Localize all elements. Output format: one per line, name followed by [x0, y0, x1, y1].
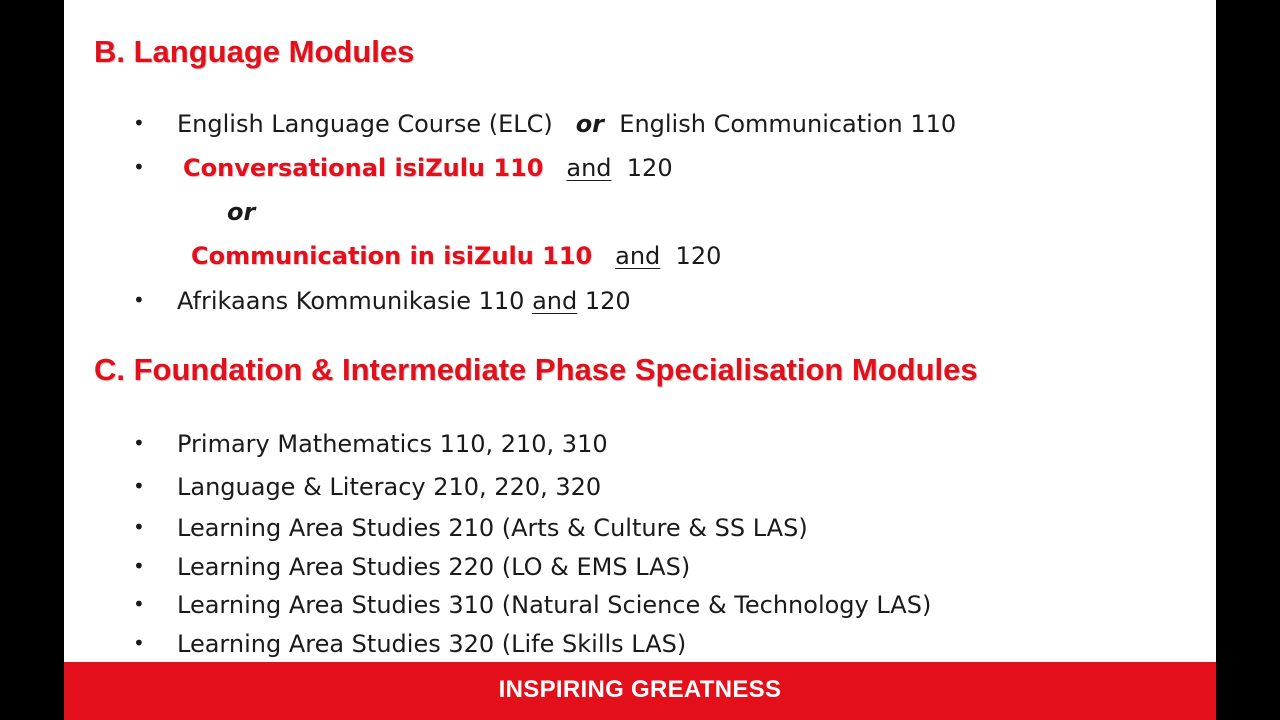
and-connector: and: [566, 154, 612, 182]
bullet-icon: •: [133, 111, 145, 135]
bullet-icon: •: [133, 288, 145, 312]
or-separator: or: [227, 198, 256, 226]
english-comm-text: English Communication 110: [619, 110, 957, 138]
course-number: 120: [675, 242, 722, 270]
section-c-heading: C. Foundation & Intermediate Phase Specialisation Modules: [94, 352, 978, 387]
footer-banner: [64, 662, 1216, 720]
list-item-las-310: Learning Area Studies 310 (Natural Science & Technology LAS): [177, 591, 932, 619]
bullet-icon: •: [133, 474, 145, 498]
section-b-heading: B. Language Modules: [94, 34, 415, 69]
list-item-elc: [177, 109, 956, 139]
list-item-communication-isizulu: [191, 241, 721, 271]
list-item-primary-mathematics: Primary Mathematics 110, 210, 310: [177, 430, 608, 458]
list-item-las-220: Learning Area Studies 220 (LO & EMS LAS): [177, 553, 691, 581]
list-item-afrikaans: [177, 286, 631, 316]
conversational-isizulu-text: Conversational isiZulu 110: [183, 154, 544, 182]
list-item-las-210: Learning Area Studies 210 (Arts & Culture & SS LAS): [177, 514, 808, 542]
course-number: 120: [584, 287, 631, 315]
bullet-icon: •: [133, 592, 145, 616]
bullet-icon: •: [133, 554, 145, 578]
bullet-icon: •: [133, 431, 145, 455]
slide: [64, 0, 1216, 720]
bullet-icon: •: [133, 631, 145, 655]
course-number: 120: [626, 154, 673, 182]
footer-slogan: INSPIRING GREATNESS: [498, 676, 782, 703]
list-item-language-literacy: Language & Literacy 210, 220, 320: [177, 473, 602, 501]
bullet-icon: •: [133, 155, 145, 179]
and-connector: and: [532, 287, 578, 315]
elc-text: English Language Course (ELC): [177, 110, 553, 138]
and-connector: and: [615, 242, 661, 270]
list-item-las-320: Learning Area Studies 320 (Life Skills LAS): [177, 630, 687, 658]
or-connector: or: [575, 110, 605, 138]
list-item-conversational-isizulu: [183, 153, 673, 183]
communication-isizulu-text: Communication in isiZulu 110: [191, 242, 593, 270]
bullet-icon: •: [133, 515, 145, 539]
afrikaans-text: Afrikaans Kommunikasie 110: [177, 287, 525, 315]
